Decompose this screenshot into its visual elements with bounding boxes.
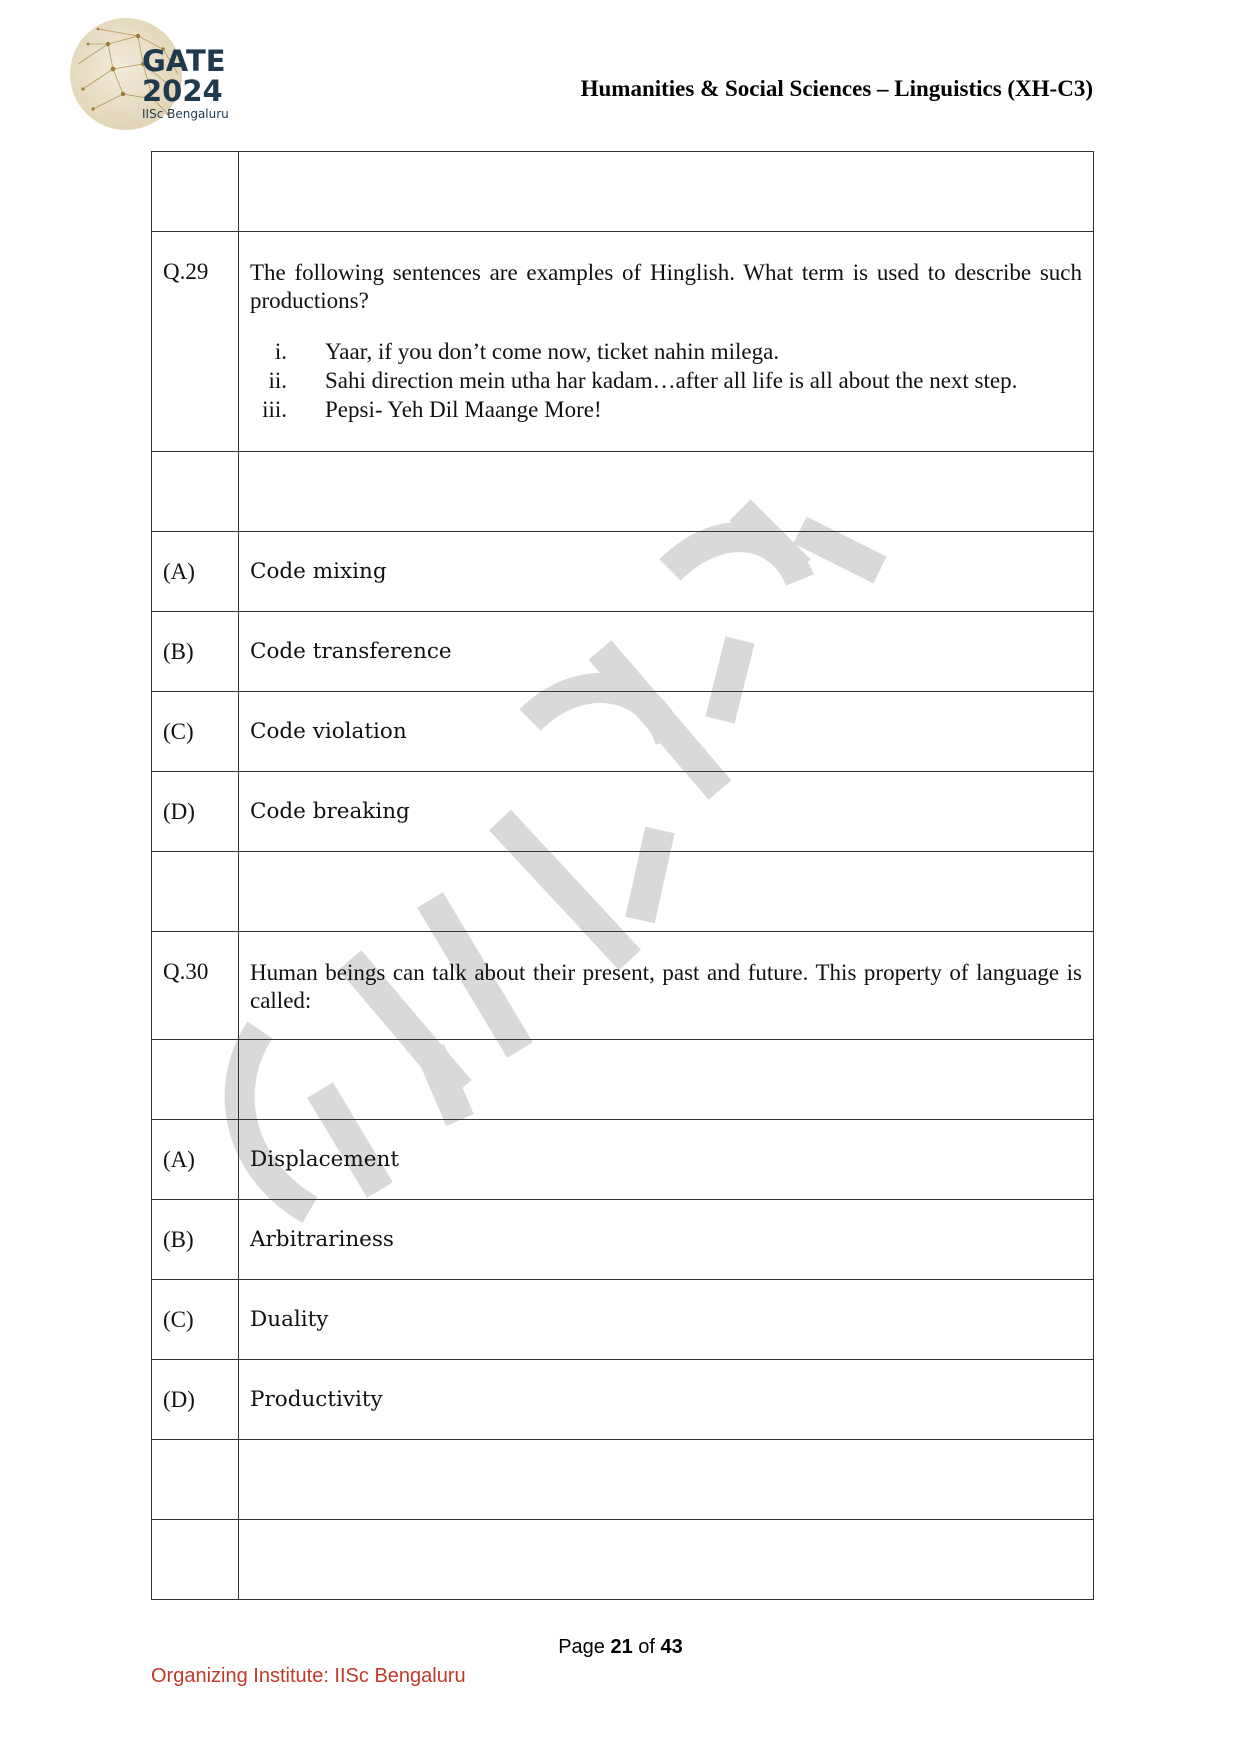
page-number	[0, 1636, 1241, 1659]
table-row-blank	[152, 1040, 1094, 1120]
option-label: (D)	[152, 1360, 239, 1440]
blank-cell	[152, 1440, 239, 1520]
option-label: (B)	[152, 1200, 239, 1280]
option-row-q30-d	[152, 1360, 1094, 1440]
option-text: Displacement	[239, 1120, 1094, 1200]
logo-text	[142, 46, 229, 121]
organizing-institute: Organizing Institute: IISc Bengaluru	[151, 1665, 466, 1687]
option-text: Code mixing	[239, 532, 1094, 612]
blank-cell	[239, 452, 1094, 532]
question-table	[151, 151, 1094, 1600]
blank-cell	[152, 452, 239, 532]
list-item	[250, 395, 1082, 424]
option-label: (D)	[152, 772, 239, 852]
page-current: 21	[610, 1636, 633, 1658]
blank-cell	[152, 1520, 239, 1600]
option-label: (C)	[152, 1280, 239, 1360]
option-text: Code breaking	[239, 772, 1094, 852]
option-row-q29-b	[152, 612, 1094, 692]
logo-gate: GATE	[142, 44, 226, 78]
list-item-text: Yaar, if you don’t come now, ticket nahin milega.	[325, 339, 780, 364]
list-item	[250, 366, 1082, 395]
table-row-blank	[152, 852, 1094, 932]
list-numeral: i.	[274, 339, 287, 364]
blank-cell	[239, 1040, 1094, 1120]
option-label: (A)	[152, 532, 239, 612]
example-list	[250, 337, 1082, 424]
blank-cell	[239, 152, 1094, 232]
option-row-q30-c	[152, 1280, 1094, 1360]
option-row-q29-c	[152, 692, 1094, 772]
question-body	[239, 932, 1094, 1040]
option-label: (C)	[152, 692, 239, 772]
table-row-blank	[152, 452, 1094, 532]
question-row-q29	[152, 232, 1094, 452]
option-row-q29-a	[152, 532, 1094, 612]
option-text: Arbitrariness	[239, 1200, 1094, 1280]
logo-year: 2024	[142, 74, 223, 108]
question-row-q30	[152, 932, 1094, 1040]
list-numeral: ii.	[268, 368, 287, 393]
page-of: of	[632, 1636, 661, 1658]
option-text: Duality	[239, 1280, 1094, 1360]
list-item	[250, 337, 1082, 366]
option-label: (B)	[152, 612, 239, 692]
option-text: Code transference	[239, 612, 1094, 692]
page-total: 43	[660, 1636, 683, 1658]
option-row-q30-a	[152, 1120, 1094, 1200]
question-stem: Human beings can talk about their present, past and future. This property of language is called:	[250, 960, 1082, 1013]
option-row-q30-b	[152, 1200, 1094, 1280]
question-body	[239, 232, 1094, 452]
question-stem: The following sentences are examples of Hinglish. What term is used to describe such productions?	[250, 260, 1082, 313]
blank-cell	[152, 852, 239, 932]
table-row-blank	[152, 152, 1094, 232]
option-label: (A)	[152, 1120, 239, 1200]
page-prefix: Page	[558, 1636, 611, 1658]
option-row-q29-d	[152, 772, 1094, 852]
list-numeral: iii.	[262, 397, 287, 422]
blank-cell	[152, 152, 239, 232]
table-row-blank	[152, 1440, 1094, 1520]
question-number: Q.30	[152, 932, 239, 1040]
blank-cell	[239, 1520, 1094, 1600]
blank-cell	[239, 1440, 1094, 1520]
blank-cell	[239, 852, 1094, 932]
list-item-text: Sahi direction mein utha har kadam…after all life is all about the next step.	[325, 368, 1018, 393]
question-number: Q.29	[152, 232, 239, 452]
option-text: Code violation	[239, 692, 1094, 772]
paper-title: Humanities & Social Sciences – Linguistics (XH-C3)	[580, 76, 1093, 101]
option-text: Productivity	[239, 1360, 1094, 1440]
list-item-text: Pepsi- Yeh Dil Maange More!	[325, 397, 602, 422]
logo-institute: IISc Bengaluru	[142, 107, 229, 121]
table-row-blank	[152, 1520, 1094, 1600]
blank-cell	[152, 1040, 239, 1120]
